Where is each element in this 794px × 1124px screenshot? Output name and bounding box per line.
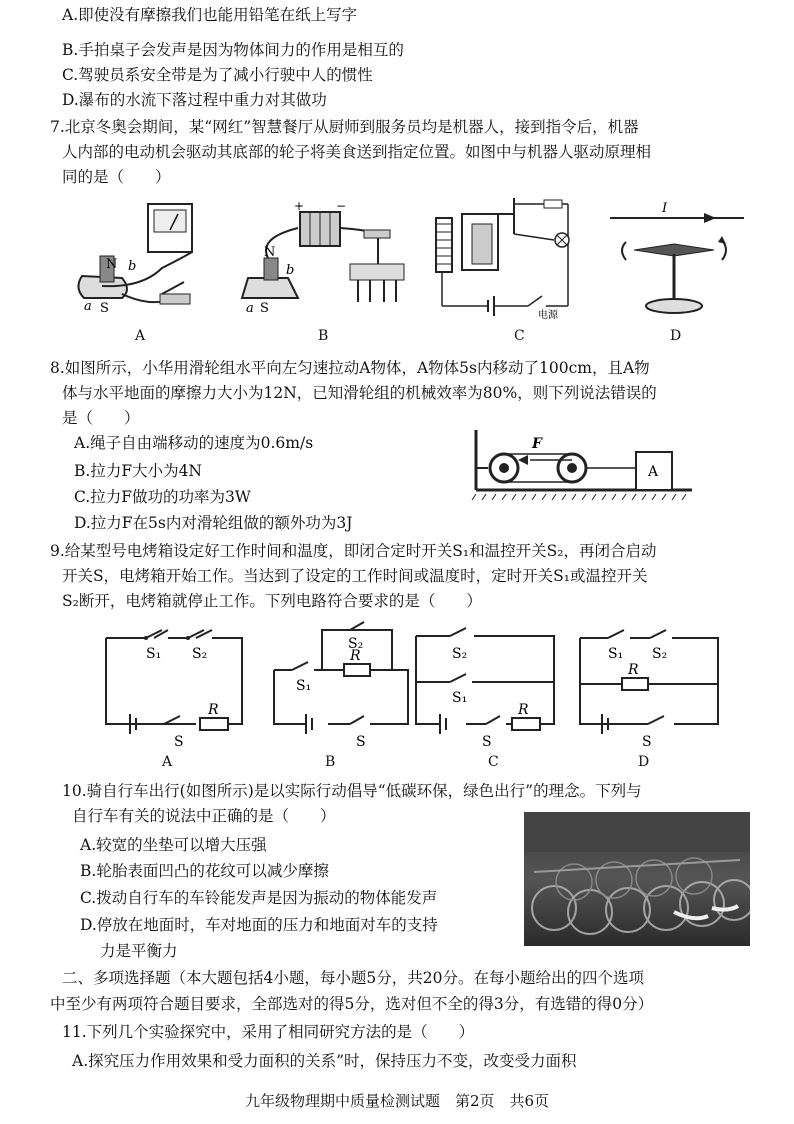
q9-a-s2: S₂ (192, 646, 208, 662)
q7-fig-b-a: a (246, 301, 254, 316)
q6-option-a: A.即使没有摩擦我们也能用铅笔在纸上写字 (62, 6, 358, 24)
q9-a-s: S (174, 734, 184, 750)
q11-stem: 11.下列几个实验探究中，采用了相同研究方法的是（ ） (62, 1023, 475, 1041)
q7-stem-line2: 人内部的电动机会驱动其底部的轮子将美食送到指定位置。如图中与机器人驱动原理相 (62, 143, 652, 161)
q6-option-d: D.瀑布的水流下落过程中重力对其做功 (62, 91, 327, 109)
q6-option-b: B.手拍桌子会发声是因为物体间力的作用是相互的 (62, 41, 404, 59)
q8-stem-line2: 体与水平地面的摩擦力大小为12N，已知滑轮组的机械效率为80%，则下列说法错误的 (62, 384, 657, 402)
q9-a-s1: S₁ (146, 646, 162, 662)
q7-fig-d-current: I (662, 201, 668, 216)
q9-circuit-a (100, 618, 248, 750)
q10-option-a: A.较宽的坐垫可以增大压强 (80, 836, 267, 854)
bicycle-photo (524, 812, 750, 946)
q9-circuit-c (410, 618, 558, 750)
q9-c-s: S (482, 734, 492, 750)
q9-d-s: S (642, 734, 652, 750)
q8-fig-block: A (648, 464, 659, 480)
q7-figure-d (604, 198, 754, 323)
q7-fig-a-n: N (106, 257, 118, 272)
q9-c-s2: S₂ (452, 646, 468, 662)
q7-fig-b-s: S (260, 301, 269, 316)
q9-b-s: S (356, 734, 366, 750)
q9-stem-line3: S₂断开，电烤箱就停止工作。下列电路符合要求的是（ ） (62, 592, 482, 610)
page-footer: 九年级物理期中质量检测试题 第2页 共6页 (244, 1092, 550, 1110)
q9-d-s1: S₁ (608, 646, 624, 662)
q8-option-a: A.绳子自由端移动的速度为0.6m/s (74, 434, 314, 452)
q8-fig-force: F (532, 436, 542, 452)
q11-option-a: A.探究压力作用效果和受力面积的关系”时，保持压力不变，改变受力面积 (72, 1052, 577, 1070)
q10-option-c: C.拨动自行车的车铃能发声是因为振动的物体能发声 (80, 889, 438, 907)
q6-option-c: C.驾驶员系安全带是为了减小行驶中人的惯性 (62, 66, 373, 84)
q10-stem-line2: 自行车有关的说法中正确的是（ ） (72, 807, 336, 825)
q8-stem-line3: 是（ ） (62, 409, 140, 427)
q7-fig-b-plus: + (294, 199, 305, 213)
q7-label-c: C (514, 328, 525, 344)
q9-c-r: R (518, 702, 529, 718)
q7-label-b: B (318, 328, 329, 344)
q7-fig-c-power: 电源 (538, 310, 558, 321)
q8-option-c: C.拉力F做功的功率为3W (74, 488, 251, 506)
q7-fig-a-a: a (84, 299, 92, 314)
q9-stem-line1: 9.给某型号电烤箱设定好工作时间和温度，即闭合定时开关S₁和温控开关S₂，再闭合启动 (50, 542, 657, 560)
q7-fig-a-b: b (128, 259, 137, 274)
section2-heading-line1: 二、多项选择题（本大题包括4小题，每小题5分，共20分。在每小题给出的四个选项 (62, 969, 644, 987)
q7-figure-c (428, 194, 588, 324)
q10-option-d-line2: 力是平衡力 (100, 942, 178, 960)
q7-fig-b-b: b (286, 263, 295, 278)
q9-b-s2: S₂ (348, 636, 364, 652)
q7-figure-b (228, 198, 418, 323)
q9-label-d: D (638, 754, 650, 770)
q9-stem-line2: 开关S，电烤箱开始工作。当达到了设定的工作时间或温度时，定时开关S₁或温控开关 (62, 567, 648, 585)
q9-label-b: B (325, 754, 336, 770)
q7-label-a: A (135, 328, 146, 344)
q7-fig-a-s: S (100, 301, 109, 316)
q9-d-s2: S₂ (652, 646, 668, 662)
q7-fig-b-minus: − (336, 199, 347, 213)
q10-option-b: B.轮胎表面凹凸的花纹可以减少摩擦 (80, 862, 329, 880)
q9-d-r: R (628, 662, 639, 678)
section2-heading-line2: 中至少有两项符合题目要求，全部选对的得5分，选对但不全的得3分，有选错的得0分） (50, 995, 654, 1013)
q7-stem-line3: 同的是（ ） (62, 168, 171, 186)
q8-option-d: D.拉力F在5s内对滑轮组做的额外功为3J (74, 514, 353, 532)
q7-figure-a (62, 198, 222, 323)
q9-circuit-d (574, 618, 724, 750)
q10-option-d-line1: D.停放在地面时，车对地面的压力和地面对车的支持 (80, 916, 438, 934)
q10-stem-line1: 10.骑自行车出行(如图所示)是以实际行动倡导“低碳环保，绿色出行”的理念。下列与 (62, 782, 642, 800)
q7-label-d: D (670, 328, 682, 344)
q9-label-a: A (162, 754, 173, 770)
q8-pulley-figure (470, 428, 696, 500)
q9-circuit-b (266, 618, 416, 750)
q7-stem-line1: 7.北京冬奥会期间，某“网红”智慧餐厅从厨师到服务员均是机器人，接到指令后，机器 (50, 118, 639, 136)
q8-option-b: B.拉力F大小为4N (74, 462, 202, 480)
q7-fig-b-n: N (264, 245, 276, 260)
q8-stem-line1: 8.如图所示，小华用滑轮组水平向左匀速拉动A物体，A物体5s内移动了100cm，且A物 (50, 359, 650, 377)
q9-b-s1: S₁ (296, 678, 312, 694)
q9-b-r: R (350, 648, 361, 664)
q9-label-c: C (488, 754, 499, 770)
q9-a-r: R (208, 702, 219, 718)
q9-c-s1: S₁ (452, 690, 468, 706)
